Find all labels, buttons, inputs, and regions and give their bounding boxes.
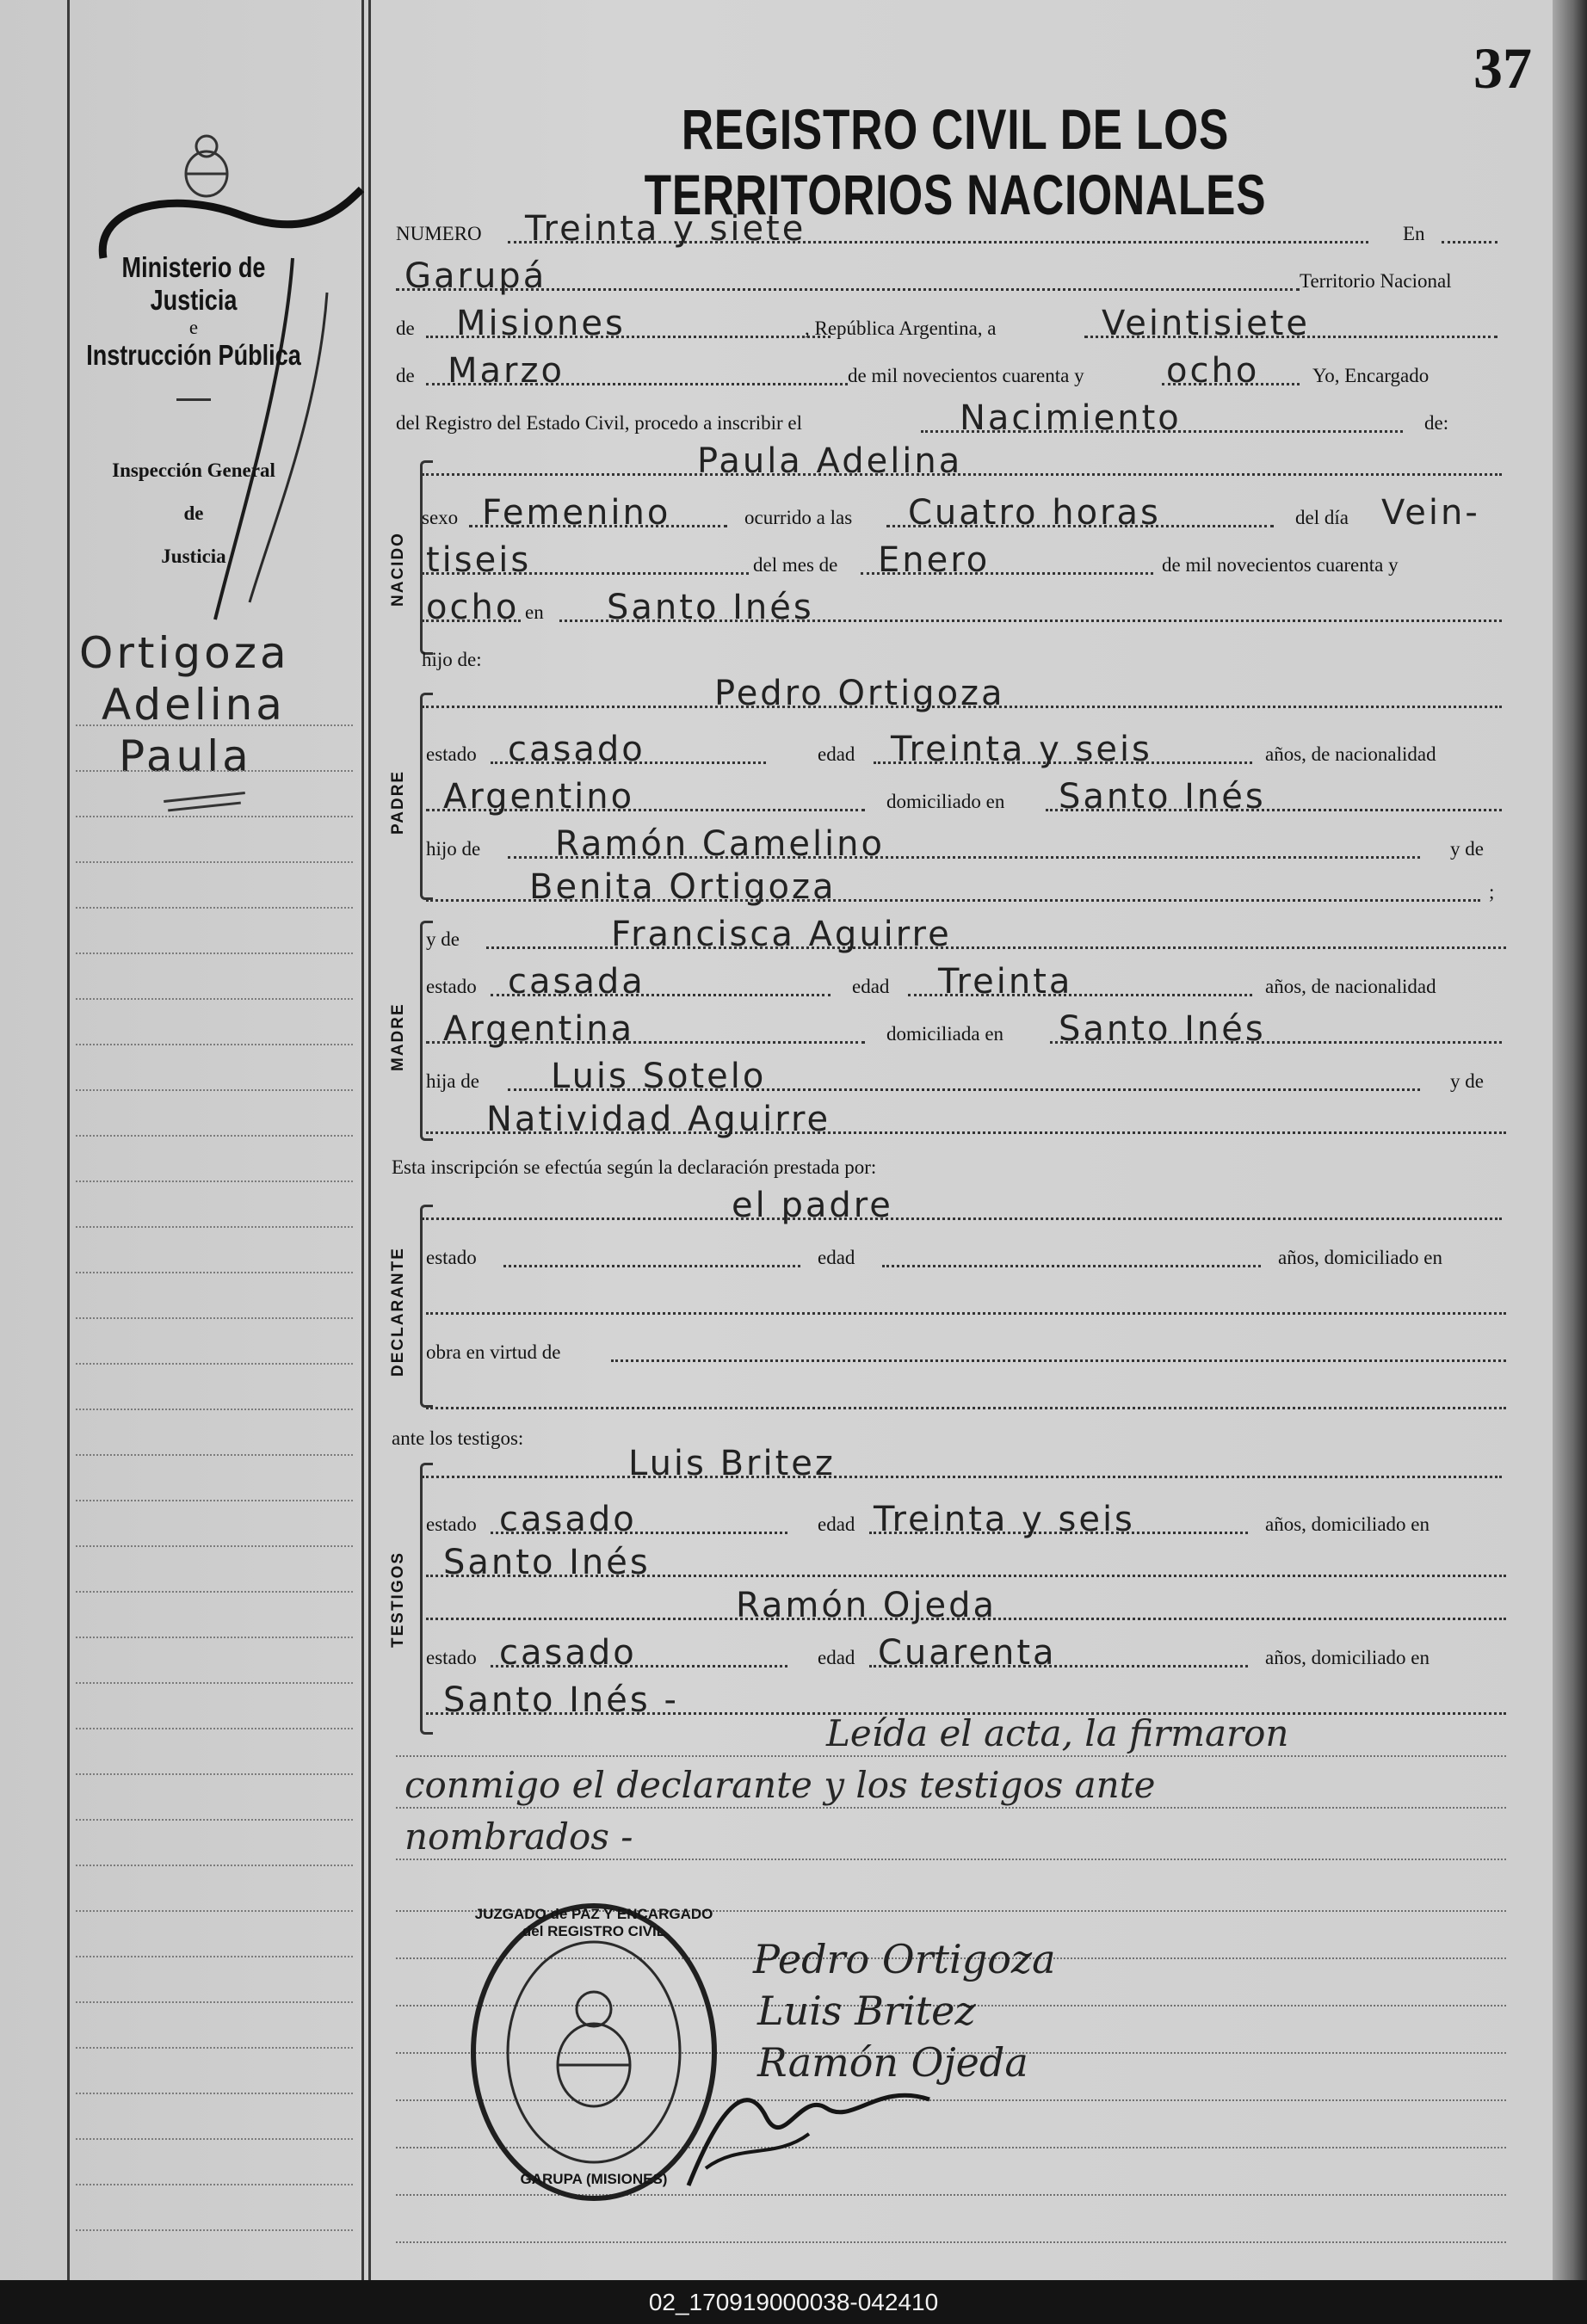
madre-anios-label: años, de nacionalidad [1265,976,1436,997]
year-value: ocho [1166,351,1260,391]
row-declaracion [392,1136,1506,1184]
register-title: REGISTRO CIVIL DE LOS TERRITORIOS NACIONALES [644,97,1267,226]
testigo1-estado-value: casado [499,1500,637,1539]
padre-estado-value: casado [508,730,645,769]
row-declarante-obra [426,1321,1506,1369]
madre-edad-value: Treinta [938,962,1073,1002]
madre-y-de-label2: y de [1450,1070,1484,1092]
signature-2: Luis Britez [757,1988,976,2034]
ministry-name-line2: e [188,317,199,338]
row-lugar [422,581,1506,629]
ocurrido-label: ocurrido a las [744,507,853,528]
closing-line-2: conmigo el declarante y los testigos ante [404,1764,1156,1806]
padre-edad-label: edad [818,743,855,765]
inspection-line1: Inspección General [112,459,275,481]
folio-number: 37 [1473,35,1532,101]
padre-domicilio-value: Santo Inés [1059,777,1266,817]
madre-estado-label: estado [426,976,477,997]
seal-text-bottom: GARUPA (MISIONES) [520,2171,668,2187]
row-padre-nombre [422,667,1506,715]
madre-de-padre: Benita Ortigoza [529,867,837,907]
row-place [396,250,1506,298]
madre-domicilio-label: domiciliada en [886,1023,1004,1045]
registro-label: del Registro del Estado Civil, procedo a inscribir el [396,412,803,434]
testigo2-nombre: Ramón Ojeda [736,1586,997,1625]
padre-nombre: Pedro Ortigoza [714,674,1005,713]
inspection-line2: de [183,502,204,524]
margin-given-name-2: Paula [119,731,252,781]
lugar-en-label: en [525,601,544,623]
row-madre-hija-de [426,1050,1506,1098]
row-dia-mes [422,533,1506,582]
registrar-signature-scrawl [671,2065,947,2203]
territorio-de-label: de [396,317,415,339]
month-value: Marzo [448,351,565,391]
margin-surname: Ortigoza [79,628,290,678]
padre-estado-label: estado [426,743,477,765]
madre-nacionalidad-value: Argentina [443,1009,635,1049]
anio-label: de mil novecientos cuarenta y [1162,554,1399,576]
padre-domicilio-label: domiciliado en [886,791,1005,812]
row-padre-madre [426,860,1506,909]
row-child-name [422,435,1506,483]
del-dia-label: del día [1295,507,1349,528]
dia-value-a: Vein- [1381,493,1480,533]
signature-1: Pedro Ortigoza [753,1936,1056,1982]
padre-hijo-de-label: hijo de [426,838,481,860]
declaracion-label: Esta inscripción se efectúa según la declaración prestada por: [392,1156,877,1178]
place-value: Garupá [404,256,547,296]
margin-given-name-1: Adelina [102,680,286,730]
testigos-section-label: TESTIGOS [389,1550,407,1648]
padre-de-padre: Ramón Camelino [555,824,885,864]
closing-line-3: nombrados - [404,1815,633,1858]
territorio-value: Misiones [456,304,626,343]
month-de-label: de [396,365,415,386]
numero-value: Treinta y siete [525,209,806,249]
row-month-year [396,344,1506,392]
testigo2-estado-value: casado [499,1633,637,1673]
row-testigo1-estado [426,1493,1506,1541]
padre-y-de-label: y de [1450,838,1484,860]
republica-label: , República Argentina, a [805,317,997,339]
padre-edad-value: Treinta y seis [891,730,1152,769]
madre-estado-value: casada [508,962,645,1002]
mes-value: Enero [878,540,991,580]
row-testigo1-domicilio [426,1536,1506,1584]
padre-anios-label: años, de nacionalidad [1265,743,1436,765]
row-sexo [422,486,1506,534]
padre-semicolon: ; [1489,881,1495,903]
row-madre-madre [426,1093,1506,1141]
padre-nacionalidad-value: Argentino [443,777,635,817]
inspection-line3: Justicia [161,546,226,567]
row-territorio [396,297,1506,345]
seal-text-top: JUZGADO de PAZ Y ENCARGADO del REGISTRO CIVIL [474,1906,713,1939]
del-mes-label: del mes de [753,554,838,576]
testigo1-domicilio: Santo Inés [443,1543,651,1582]
ministry-name-line1: Ministerio de Justicia [121,251,266,316]
day-value: Veintisiete [1102,304,1310,343]
testigo2-estado-label: estado [426,1647,477,1668]
image-code: 02_170919000038-042410 [648,2288,939,2315]
testigo2-edad-label: edad [818,1647,855,1668]
row-testigo2-estado [426,1626,1506,1674]
territorio-label: Territorio Nacional [1300,270,1452,292]
anio-value: ocho [426,588,520,627]
declarante-edad-label: edad [818,1247,855,1268]
row-padre-hijo-de [426,817,1506,866]
row-declarante-value [422,1179,1506,1227]
numero-label: NUMERO [396,223,482,244]
margin-underline-2 [168,802,241,812]
image-id-strip [0,2280,1587,2324]
row-madre-estado [426,955,1506,1003]
nacido-section-label: NACIDO [389,532,407,607]
declarante-obra-label: obra en virtud de [426,1341,561,1363]
testigo2-anios-label: años, domiciliado en [1265,1647,1430,1668]
ministry-divider [176,398,211,401]
madre-domicilio-value: Santo Inés [1059,1009,1266,1049]
margin-underline-1 [164,792,245,803]
testigo2-domicilio: Santo Inés - [443,1680,679,1720]
padre-de-madre: Luis Sotelo [551,1057,767,1096]
year-label: de mil novecientos cuarenta y [848,365,1084,386]
testigo1-nombre: Luis Britez [628,1444,836,1483]
madre-y-de-label: y de [426,928,460,950]
madre-section-label: MADRE [389,1002,407,1071]
declarante-value: el padre [732,1186,893,1225]
child-name: Paula Adelina [697,441,963,481]
closing-line-1: Leída el acta, la firmaron [826,1712,1289,1754]
row-madre-nacionalidad [426,1002,1506,1051]
sexo-value: Femenino [482,493,671,533]
row-declarante-domicilio [426,1273,1506,1322]
row-padre-estado [426,723,1506,771]
row-numero [396,202,1506,250]
row-registro [396,391,1506,440]
declarante-anios-label: años, domiciliado en [1278,1247,1442,1268]
testigo1-anios-label: años, domiciliado en [1265,1513,1430,1535]
encargado-label: Yo, Encargado [1312,365,1430,386]
lugar-value: Santo Inés [607,588,814,627]
declarante-section-label: DECLARANTE [389,1247,407,1377]
page-edge [1553,0,1587,2280]
declarante-estado-label: estado [426,1247,477,1268]
madre-de-madre: Natividad Aguirre [486,1100,831,1139]
sexo-label: sexo [422,507,459,528]
madre-nombre: Francisca Aguirre [611,915,952,954]
hora-value: Cuatro horas [908,493,1161,533]
margin-column [0,0,370,2280]
row-padre-nacionalidad [426,770,1506,818]
en-label: En [1403,223,1425,244]
ministry-name-line3: Instrucción Pública [86,339,301,371]
testigo1-estado-label: estado [426,1513,477,1535]
acto-value: Nacimiento [960,398,1182,438]
testigo1-edad-label: edad [818,1513,855,1535]
row-madre-nombre [426,908,1506,956]
dia-value-b: tiseis [426,540,532,580]
de-colon-label: de: [1424,412,1449,434]
padre-section-label: PADRE [389,769,407,835]
madre-edad-label: edad [852,976,890,997]
testigo1-edad-value: Treinta y seis [874,1500,1135,1539]
testigo2-edad-value: Cuarenta [878,1633,1057,1673]
hijo-de-label: hijo de: [422,649,482,670]
signature-3: Ramón Ojeda [757,2039,1028,2086]
testigos-label: ante los testigos: [392,1427,524,1449]
row-declarante-estado [426,1226,1506,1274]
row-testigo1-nombre [422,1437,1506,1485]
row-testigo2-nombre [426,1579,1506,1627]
madre-hija-de-label: hija de [426,1070,479,1092]
